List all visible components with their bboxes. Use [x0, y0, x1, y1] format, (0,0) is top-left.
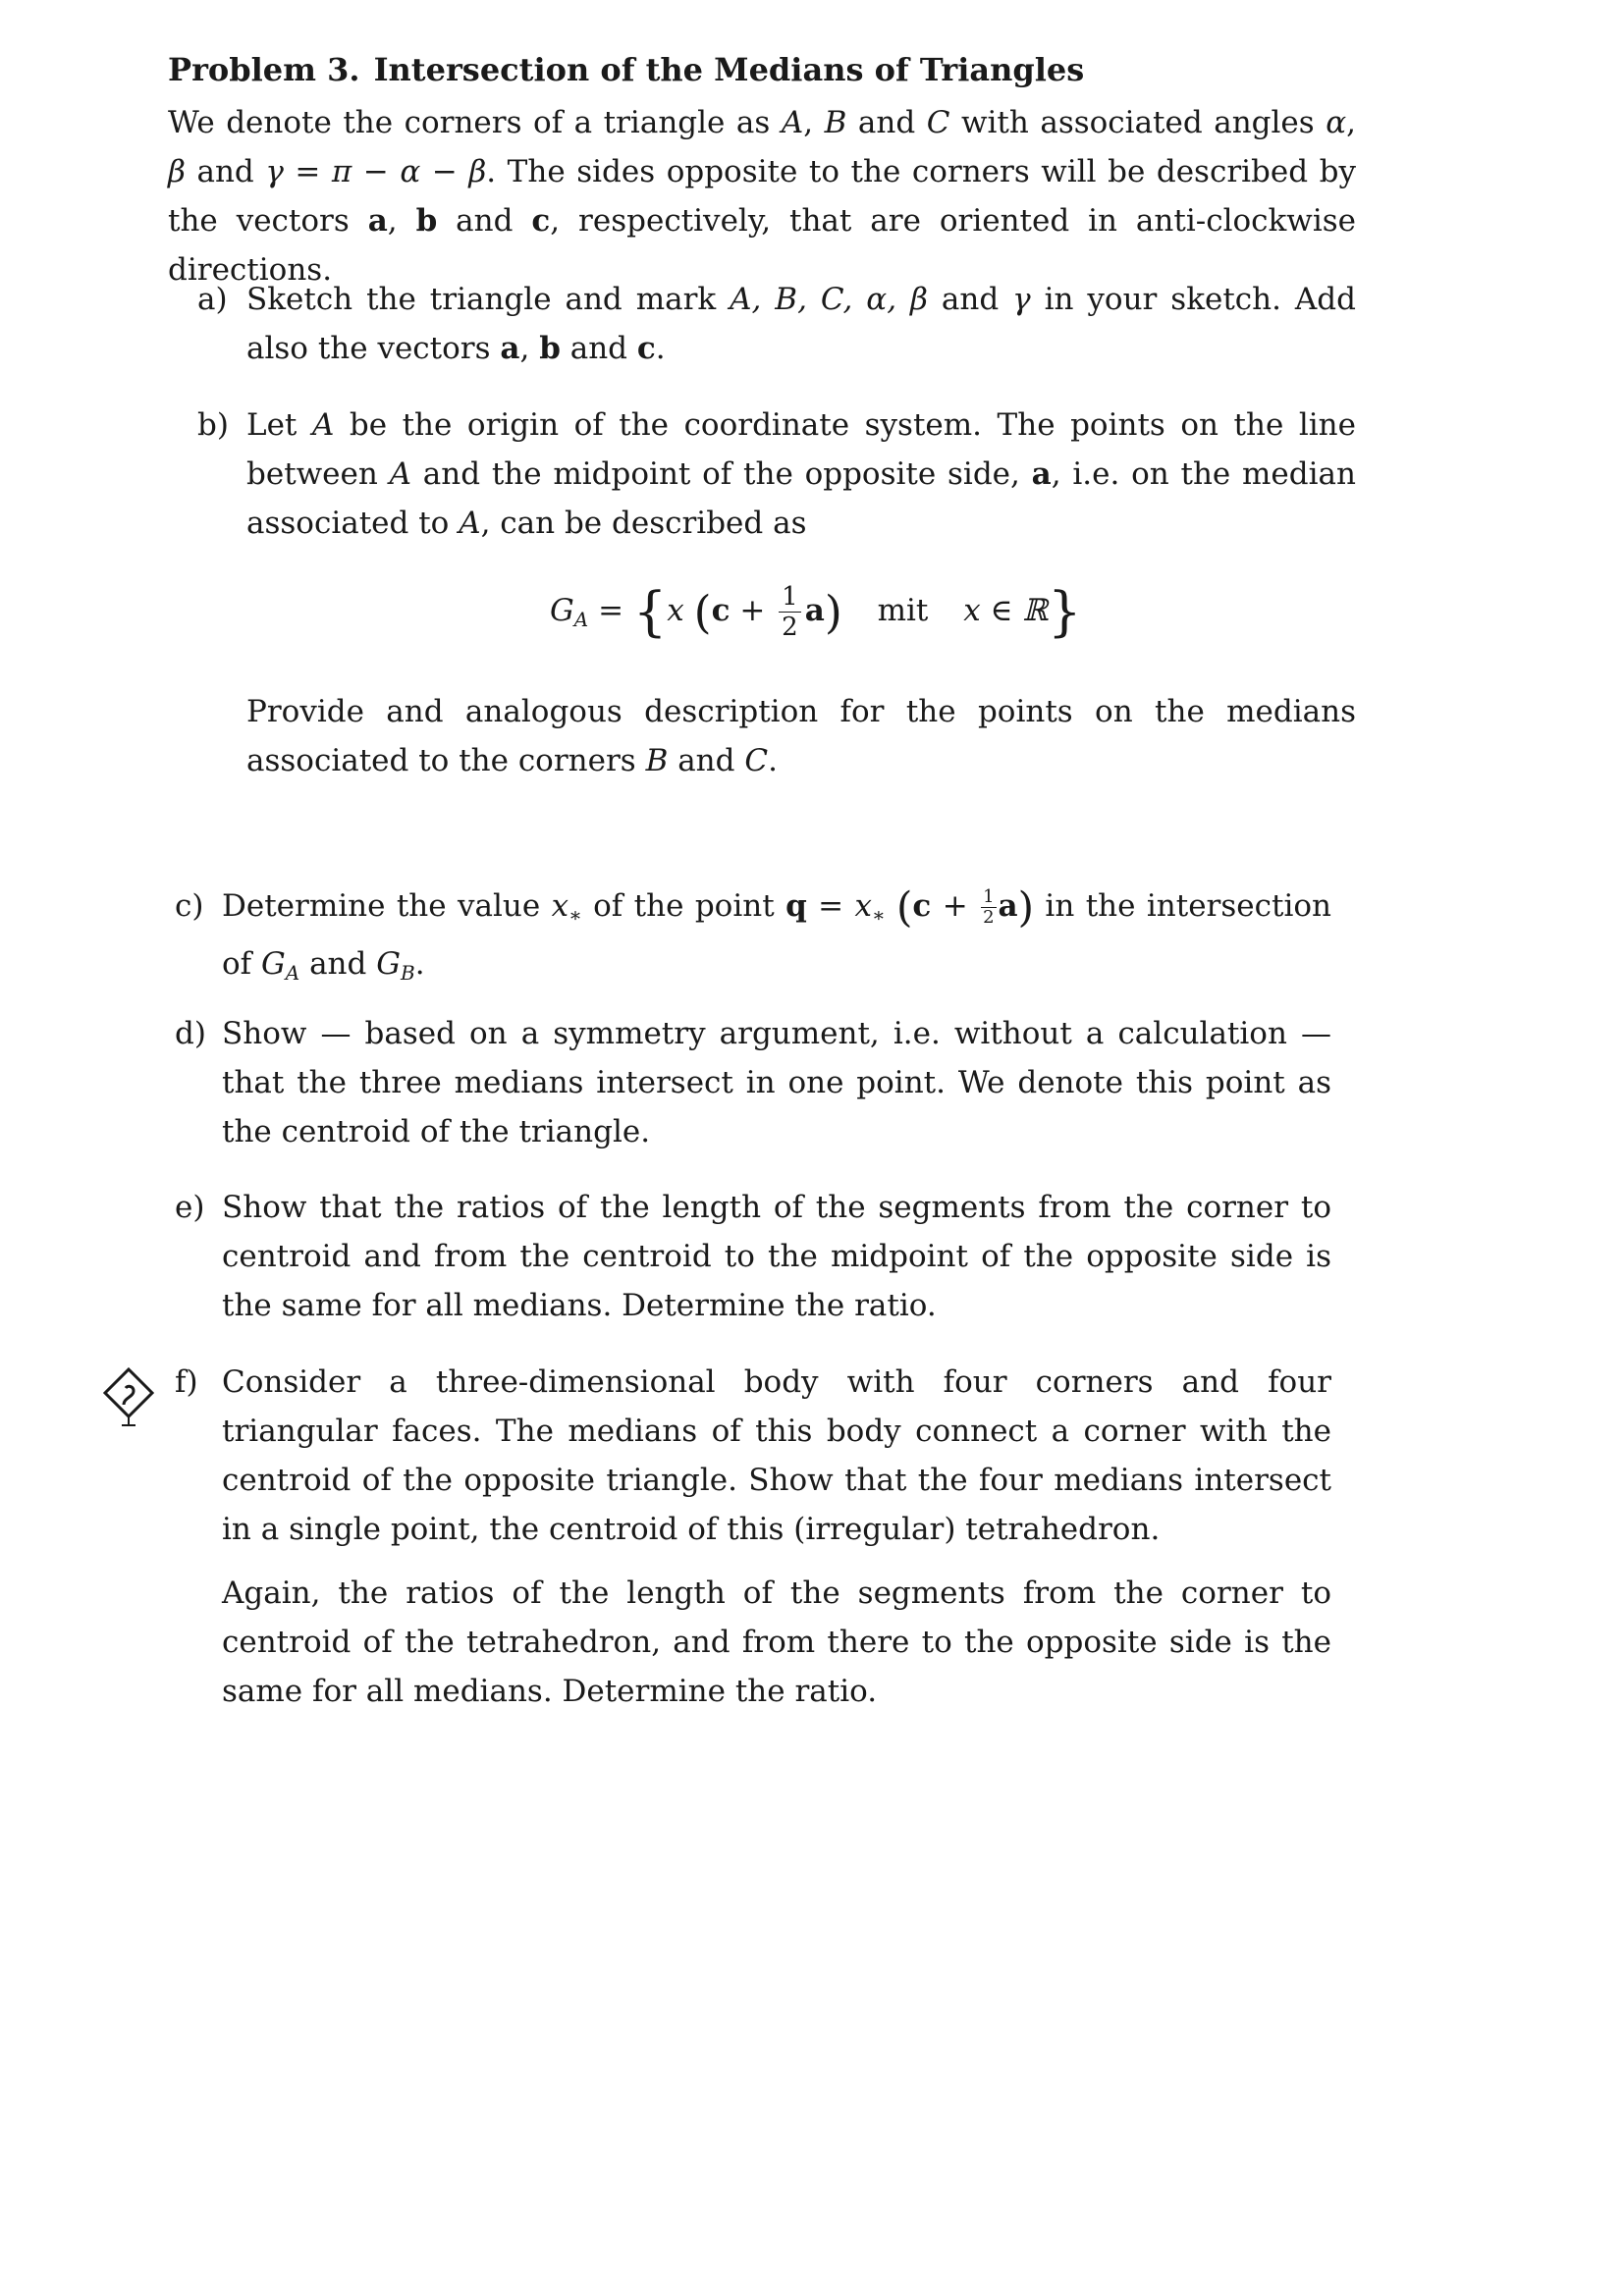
- subproblem-label: b): [197, 407, 229, 443]
- problem-title: [168, 51, 1084, 88]
- subproblem-f-continued: Again, the ratios of the length of the segments from the corner to centroid of the tetrahedron, and from there to the opposite side is the same for all medians. Determine the ratio.: [222, 1575, 1331, 1709]
- subproblem-label: c): [175, 888, 204, 924]
- winding-road-sign-icon: [102, 1366, 155, 1429]
- subproblem-d: d) Show — based on a symmetry argument, i.e. without a calculation — that the three medians intersect in one point. We denote this point as the centroid of the triangle.: [222, 1009, 1331, 1156]
- subproblem-label: e): [175, 1190, 205, 1225]
- subproblem-f: f) Consider a three-dimensional body with four corners and four triangular faces. The medians of this body connect a corner with the centroid of the opposite triangle. Show that the four medians intersect in a single point, the centroid of this (irregular) tetrahedron.: [222, 1358, 1331, 1554]
- subproblem-b: b) Let A be the origin of the coordinate system. The points on the line between A and the midpoint of the opposite side, a, i.e. on the median associated to A, can be described as: [246, 400, 1356, 548]
- subproblem-label: d): [175, 1016, 206, 1051]
- subproblem-label: f): [175, 1364, 198, 1400]
- median-formula: $G_A = \{x$ (c + $\frac{1}{2}$ a) mit x ∈ ℝ}: [550, 580, 1082, 643]
- problem-intro: We denote the corners of a triangle as A, B and C with associated angles α, β and γ = π − α − β. The sides opposite to the corners will be described by the vectors a, b and c, respectively, that are oriented in anti-clockwise directions.: [168, 105, 1357, 288]
- subproblem-a: a) Sketch the triangle and mark A, B, C, α, β and γ in your sketch. Add also the vectors a, b and c.: [246, 275, 1356, 373]
- fraction-one-half-small: $\frac{1}{2}$: [983, 886, 995, 928]
- problem-number: Problem 3.: [168, 51, 360, 88]
- problem-heading: Intersection of the Medians of Triangles: [373, 51, 1085, 88]
- subproblem-label: a): [197, 282, 228, 317]
- fraction-one-half: $\frac{1}{2}$: [779, 584, 801, 640]
- subproblem-b-task: Provide and analogous description for the points on the medians associated to the corners B and C.: [246, 694, 1356, 778]
- subproblem-e: e) Show that the ratios of the length of the segments from the corner to centroid and from the centroid to the midpoint of the opposite side is the same for all medians. Determine the ratio.: [222, 1183, 1331, 1330]
- subproblem-c: c) Determine the value $x_∗$ of the point $q = x_∗$ (c + $\frac{1}{2}$ a) in the intersection of $G_A$ and $G_B$.: [175, 882, 1331, 985]
